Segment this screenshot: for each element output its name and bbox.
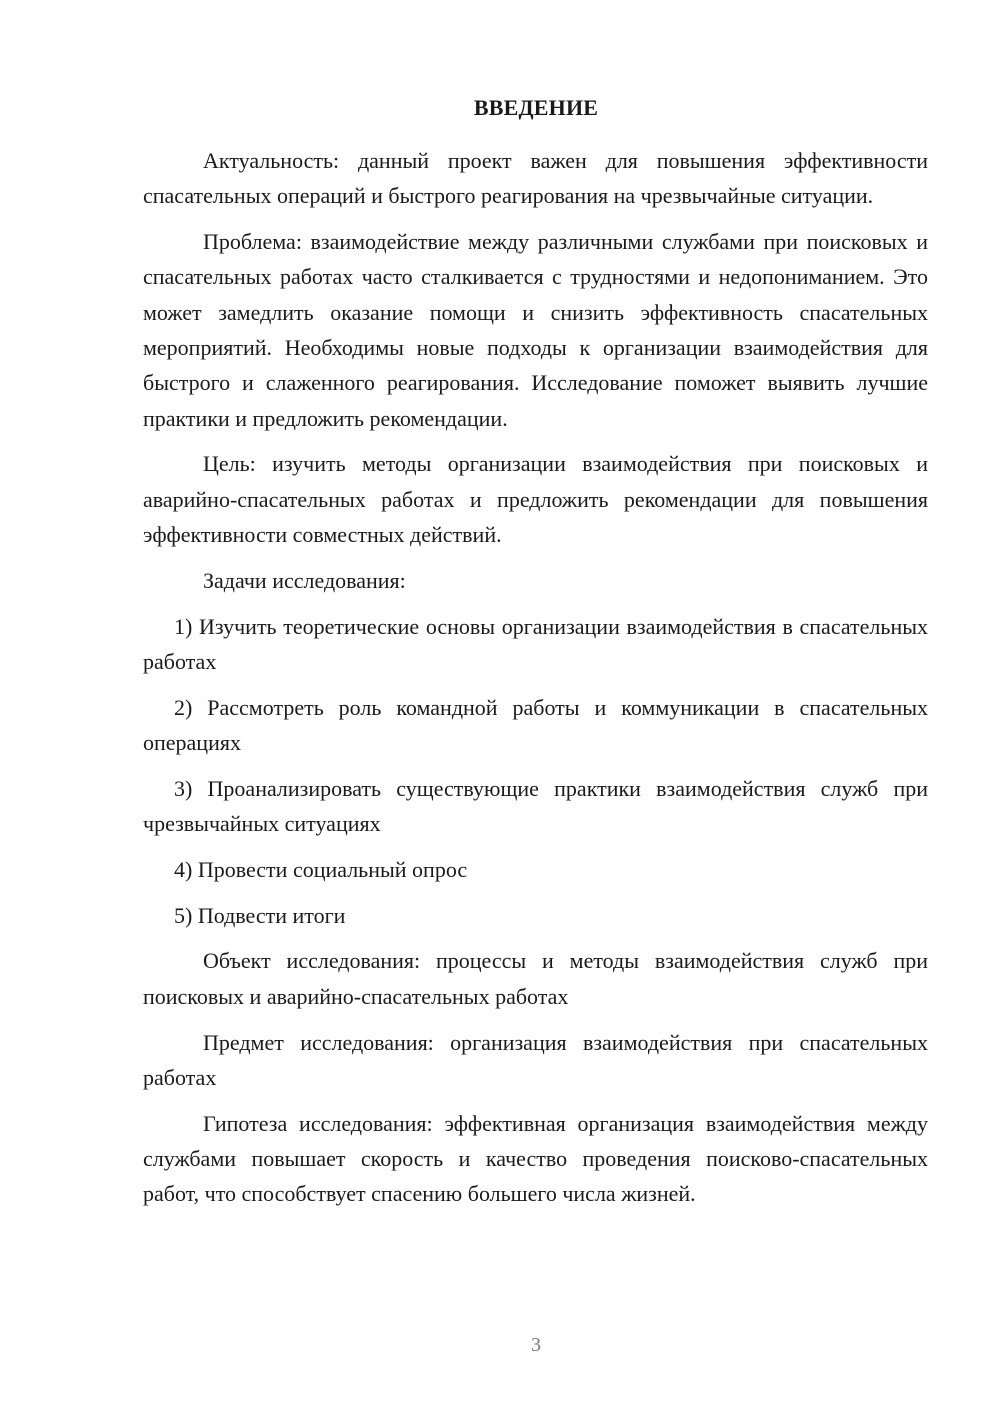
page-number: 3 [531,1334,541,1356]
hypothesis-paragraph: Гипотеза исследования: эффективная организация взаимодействия между службами повышает скорость и качество проведения поисково-спасательных работ, что способствует спасению большего числа жизней. [143,1110,928,1207]
goal-paragraph: Цель: изучить методы организации взаимодействия при поисковых и аварийно-спасательных работах и предложить рекомендации для повышения эффективности совместных действий. [143,451,928,547]
relevance-paragraph: Актуальность: данный проект важен для повышения эффективности спасательных операций и быстрого реагирования на чрезвычайные ситуации. [143,148,928,209]
task-item-3: 3) Проанализировать существующие практики взаимодействия служб при чрезвычайных ситуациях [143,775,928,837]
problem-paragraph: Проблема: взаимодействие между различными службами при поисковых и спасательных работах часто сталкивается с трудностями и недопониманием. Это может замедлить оказание помощи и снизить эффективность спасательных мероприятий. Необходимы новые подходы к организации взаимодействия для быстрого и слаженного реагирования. Исследование поможет выявить лучшие практики и предложить рекомендации. [143,229,928,431]
subject-paragraph: Предмет исследования: организация взаимодействия при спасательных работах [143,1029,928,1090]
task-item-4: 4) Провести социальный опрос [174,856,468,882]
task-item-1: 1) Изучить теоретические основы организации взаимодействия в спасательных работах [143,613,928,674]
document-body [143,143,928,1222]
object-paragraph: Объект исследования: процессы и методы взаимодействия служб при поисковых и аварийно-спасательных работах [143,948,928,1009]
page-title: ВВЕДЕНИЕ [473,95,599,120]
tasks-heading: Задачи исследования: [203,567,406,593]
task-item-2: 2) Рассмотреть роль командной работы и коммуникации в спасательных операциях [143,694,928,755]
task-item-5: 5) Подвести итоги [174,902,346,928]
